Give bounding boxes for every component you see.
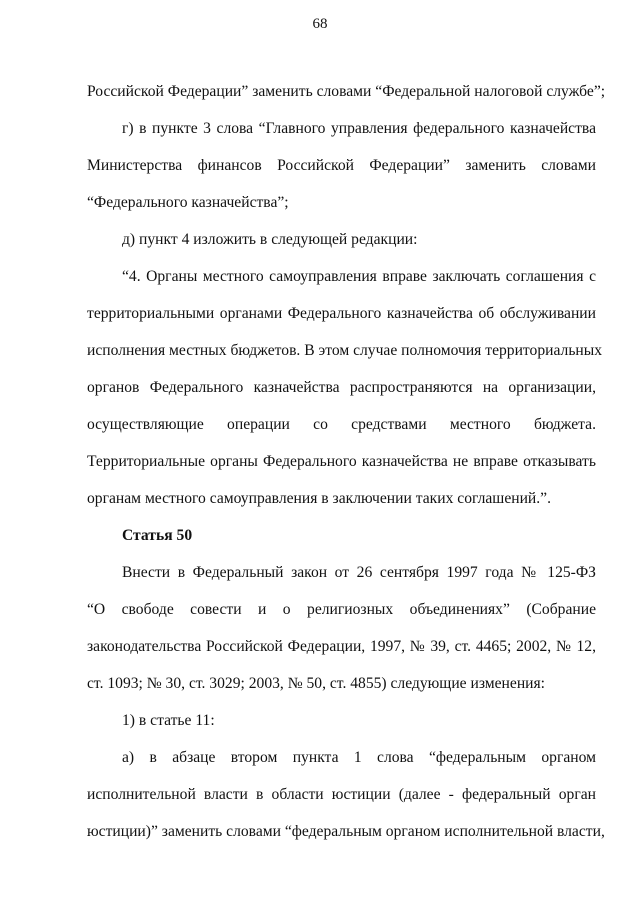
text-line: Министерства финансов Российской Федерации” заменить словами bbox=[87, 157, 596, 174]
text-line: ст. 1093; № 30, ст. 3029; 2003, № 50, ст. 4855) следующие изменения: bbox=[87, 675, 546, 692]
text-line: Территориальные органы Федерального казначейства не вправе отказывать bbox=[87, 453, 596, 470]
text-line: территориальными органами Федерального казначейства об обслуживании bbox=[87, 305, 596, 322]
text-line: законодательства Российской Федерации, 1997, № 39, ст. 4465; 2002, № 12, bbox=[87, 638, 596, 655]
text-line: юстиции)” заменить словами “федеральным органом исполнительной власти, bbox=[87, 823, 605, 840]
text-line: “4. Органы местного самоуправления вправе заключать соглашения с bbox=[122, 268, 596, 285]
text-line: осуществляющие операции со средствами местного бюджета. bbox=[87, 416, 596, 433]
text-line: “Федерального казначейства”; bbox=[87, 194, 289, 211]
text-line: Российской Федерации” заменить словами “Федеральной налоговой службе”; bbox=[87, 83, 606, 100]
article-heading: Статья 50 bbox=[122, 527, 193, 544]
page-number: 68 bbox=[312, 16, 328, 32]
text-line: а) в абзаце втором пункта 1 слова “федеральным органом bbox=[122, 749, 596, 766]
text-line: исполнительной власти в области юстиции (далее - федеральный орган bbox=[87, 786, 596, 803]
text-line: г) в пункте 3 слова “Главного управления федерального казначейства bbox=[122, 120, 596, 137]
text-line: “О свободе совести и о религиозных объединениях” (Собрание bbox=[87, 601, 596, 618]
text-line: органам местного самоуправления в заключении таких соглашений.”. bbox=[87, 490, 551, 507]
text-line: д) пункт 4 изложить в следующей редакции: bbox=[122, 231, 418, 248]
text-line: 1) в статье 11: bbox=[122, 712, 215, 729]
text-line: органов Федерального казначейства распространяются на организации, bbox=[87, 379, 596, 396]
text-line: исполнения местных бюджетов. В этом случае полномочия территориальных bbox=[87, 342, 603, 359]
text-line: Внести в Федеральный закон от 26 сентября 1997 года № 125-ФЗ bbox=[122, 564, 596, 581]
